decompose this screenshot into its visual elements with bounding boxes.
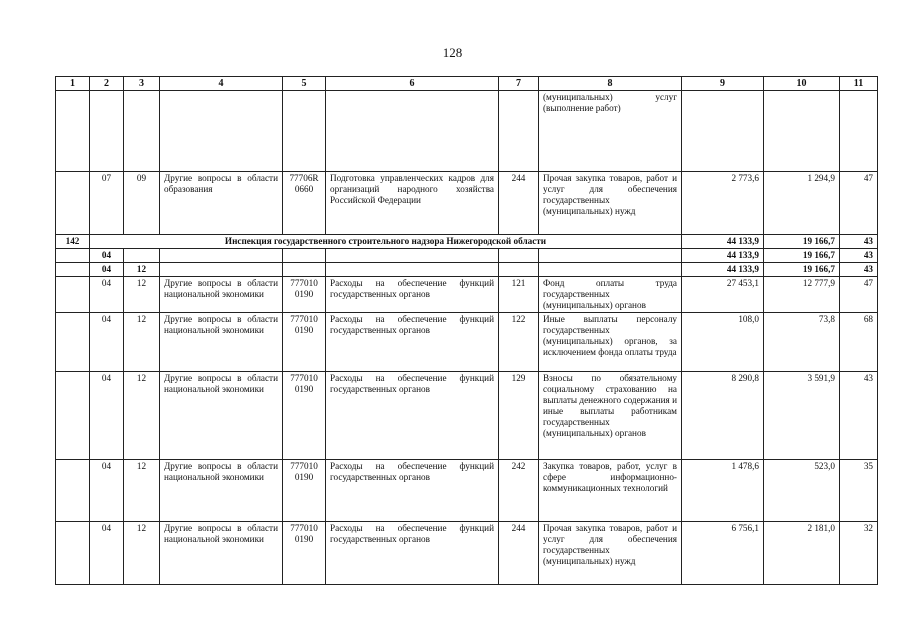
- expense-code-cell: 242: [499, 460, 539, 522]
- expense-type-cell: Иные выплаты персоналу государственных (муниципальных) органов, за исключением фонда оплаты труда: [539, 313, 682, 372]
- table-row: [56, 372, 878, 460]
- subsection-name-cell: Другие вопросы в области национальной экономики: [160, 522, 283, 585]
- subsection-name-cell: Другие вопросы в области национальной экономики: [160, 372, 283, 460]
- expense-type-cell: Прочая закупка товаров, работ и услуг для обеспечения государственных (муниципальных) нужд: [539, 522, 682, 585]
- percent-cell: 43: [840, 235, 878, 249]
- plan-amount-cell: 2 773,6: [682, 172, 764, 235]
- target-article-name-cell: Расходы на обеспечение функций государственных органов: [326, 522, 499, 585]
- target-article-name-cell: Расходы на обеспечение функций государственных органов: [326, 277, 499, 313]
- subsection-cell: 12: [124, 522, 160, 585]
- percent-cell: 47: [840, 277, 878, 313]
- plan-amount-cell: 6 756,1: [682, 522, 764, 585]
- subsection-row: [56, 263, 878, 277]
- target-article-cell: 777010 0190: [283, 313, 326, 372]
- actual-amount-cell: 19 166,7: [764, 249, 840, 263]
- target-article-cell: 777010 0190: [283, 522, 326, 585]
- percent-cell: 43: [840, 263, 878, 277]
- section-cell: 04: [90, 263, 124, 277]
- plan-amount-cell: 1 478,6: [682, 460, 764, 522]
- target-article-cell: 777010 0190: [283, 460, 326, 522]
- plan-amount-cell: 44 133,9: [682, 249, 764, 263]
- target-article-name-cell: Расходы на обеспечение функций государственных органов: [326, 372, 499, 460]
- table-row-continued: [56, 91, 878, 172]
- expense-code-cell: 129: [499, 372, 539, 460]
- target-article-name-cell: Расходы на обеспечение функций государственных органов: [326, 313, 499, 372]
- target-article-cell: 777010 0190: [283, 277, 326, 313]
- column-header: 3: [124, 77, 160, 91]
- expense-type-cell: Фонд оплаты труда государственных (муниципальных) органов: [539, 277, 682, 313]
- subsection-cell: 12: [124, 277, 160, 313]
- section-cell: 04: [90, 249, 124, 263]
- subsection-name-cell: Другие вопросы в области национальной экономики: [160, 277, 283, 313]
- section-cell: 04: [90, 460, 124, 522]
- target-article-cell: 77706R 0660: [283, 172, 326, 235]
- header-row: [56, 77, 878, 91]
- subsection-name-cell: Другие вопросы в области образования: [160, 172, 283, 235]
- section-cell: 04: [90, 372, 124, 460]
- column-header: 6: [326, 77, 499, 91]
- column-header: 2: [90, 77, 124, 91]
- actual-amount-cell: 19 166,7: [764, 235, 840, 249]
- column-header: 11: [840, 77, 878, 91]
- subsection-cell: 12: [124, 263, 160, 277]
- target-article-name-cell: Расходы на обеспечение функций государственных органов: [326, 460, 499, 522]
- actual-amount-cell: 1 294,9: [764, 172, 840, 235]
- column-header: 7: [499, 77, 539, 91]
- page-number: 128: [442, 45, 463, 60]
- subsection-cell: 09: [124, 172, 160, 235]
- table-row: [56, 277, 878, 313]
- expense-type-cell: Закупка товаров, работ, услуг в сфере информационно-коммуникационных технологий: [539, 460, 682, 522]
- expense-type-cell: (муниципальных) услуг (выполнение работ): [539, 91, 682, 172]
- table-row: [56, 460, 878, 522]
- table-row: [56, 172, 878, 235]
- actual-amount-cell: 12 777,9: [764, 277, 840, 313]
- percent-cell: 68: [840, 313, 878, 372]
- expense-code-cell: 244: [499, 522, 539, 585]
- plan-amount-cell: 44 133,9: [682, 235, 764, 249]
- actual-amount-cell: 73,8: [764, 313, 840, 372]
- section-row: [56, 249, 878, 263]
- column-header: 8: [539, 77, 682, 91]
- actual-amount-cell: 523,0: [764, 460, 840, 522]
- percent-cell: 47: [840, 172, 878, 235]
- column-header: 10: [764, 77, 840, 91]
- agency-code-cell: 142: [56, 235, 90, 249]
- agency-title: Инспекция государственного строительного надзора Нижегородской области: [90, 235, 682, 249]
- subsection-cell: 12: [124, 460, 160, 522]
- expense-code-cell: 121: [499, 277, 539, 313]
- subsection-name-cell: Другие вопросы в области национальной экономики: [160, 313, 283, 372]
- plan-amount-cell: 27 453,1: [682, 277, 764, 313]
- percent-cell: 43: [840, 249, 878, 263]
- table-row: [56, 313, 878, 372]
- section-cell: 04: [90, 522, 124, 585]
- plan-amount-cell: 8 290,8: [682, 372, 764, 460]
- target-article-name-cell: Подготовка управленческих кадров для организаций народного хозяйства Российской Федерации: [326, 172, 499, 235]
- percent-cell: 35: [840, 460, 878, 522]
- target-article-cell: 777010 0190: [283, 372, 326, 460]
- subsection-name-cell: Другие вопросы в области национальной экономики: [160, 460, 283, 522]
- actual-amount-cell: 2 181,0: [764, 522, 840, 585]
- percent-cell: 43: [840, 372, 878, 460]
- subsection-cell: 12: [124, 313, 160, 372]
- column-header: 1: [56, 77, 90, 91]
- section-cell: 04: [90, 277, 124, 313]
- column-header: 4: [160, 77, 283, 91]
- agency-row: [56, 235, 878, 249]
- table-row: [56, 522, 878, 585]
- column-header: 9: [682, 77, 764, 91]
- percent-cell: 32: [840, 522, 878, 585]
- subsection-cell: 12: [124, 372, 160, 460]
- expense-type-cell: Прочая закупка товаров, работ и услуг для обеспечения государственных (муниципальных) нужд: [539, 172, 682, 235]
- expense-type-cell: Взносы по обязательному социальному страхованию на выплаты денежного содержания и иные выплаты работникам государственных (муниципальных) органов: [539, 372, 682, 460]
- plan-amount-cell: 108,0: [682, 313, 764, 372]
- plan-amount-cell: 44 133,9: [682, 263, 764, 277]
- expense-code-cell: 244: [499, 172, 539, 235]
- section-cell: 04: [90, 313, 124, 372]
- budget-table: [55, 76, 878, 585]
- actual-amount-cell: 19 166,7: [764, 263, 840, 277]
- section-cell: 07: [90, 172, 124, 235]
- expense-code-cell: 122: [499, 313, 539, 372]
- column-header: 5: [283, 77, 326, 91]
- actual-amount-cell: 3 591,9: [764, 372, 840, 460]
